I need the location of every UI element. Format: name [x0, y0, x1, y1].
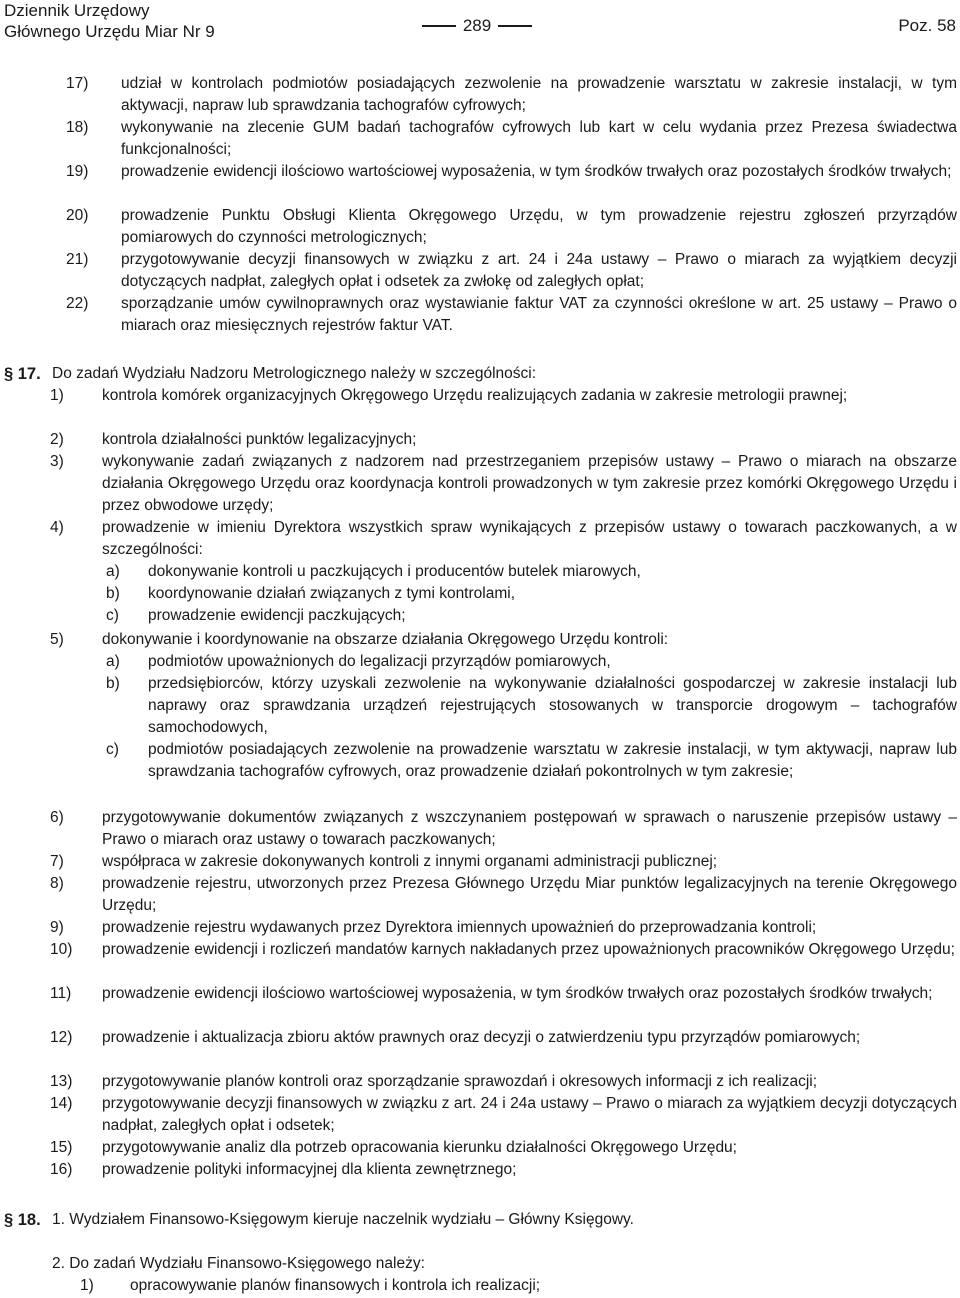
list-item-number: b): [106, 585, 120, 602]
list-item-number: b): [106, 675, 120, 692]
list-item-number: 22): [66, 295, 89, 312]
list-item-text: przedsiębiorców, którzy uzyskali zezwolenie na wykonywanie działalności gospodarczej w zakresie instalacji lub naprawy oraz sprawdzania urządzeń rejestrujących stosowanych w transporcie drogowym – tachografów samochodowych,: [148, 675, 957, 736]
list-item-number: 1): [50, 387, 64, 404]
list-item-text: przygotowywanie dokumentów związanych z wszczynaniem postępowań w sprawach o naruszenie przepisów ustawy – Prawo o miarach oraz ustawy o towarach paczkowanych;: [102, 809, 957, 848]
section-18-para-2: 2. Do zadań Wydziału Finansowo-Księgowego należy:: [52, 1255, 425, 1272]
list-item-number: 19): [66, 163, 89, 180]
list-item-text: przygotowywanie planów kontroli oraz sporządzanie sprawozdań i okresowych informacji z ich realizacji;: [102, 1073, 818, 1090]
list-item-text: prowadzenie w imieniu Dyrektora wszystkich spraw wynikających z przepisów ustawy o towarach paczkowanych, a w szczególności:: [102, 519, 957, 558]
journal-title-line1: Dziennik Urzędowy: [4, 1, 150, 20]
list-item-number: 11): [50, 985, 72, 1002]
list-item-number: a): [106, 653, 120, 670]
list-item-text: koordynowanie działań związanych z tymi kontrolami,: [148, 585, 515, 602]
list-item-number: 12): [50, 1029, 73, 1046]
list-item-text: wykonywanie zadań związanych z nadzorem nad przestrzeganiem przepisów ustawy – Prawo o miarach na obszarze działania Okręgowego Urzędu oraz koordynacja kontroli prowadzonych w tym zakresie przez komórki Okręgowego Urzędu i przez obwodowe urzędy;: [102, 453, 957, 514]
list-item-text: przygotowywanie decyzji finansowych w związku z art. 24 i 24a ustawy – Prawo o miarach za wyjątkiem decyzji dotyczących nadpłat, zaległych opłat i odsetek za zwłokę od zaległych opłat;: [121, 251, 957, 290]
list-item-number: 4): [50, 519, 64, 536]
list-item-text: prowadzenie i aktualizacja zbioru aktów prawnych oraz decyzji o zatwierdzeniu typu przyrządów pomiarowych;: [102, 1029, 861, 1046]
list-item-text: wykonywanie na zlecenie GUM badań tachografów cyfrowych lub kart w celu wydania przez Prezesa świadectwa funkcjonalności;: [121, 119, 957, 158]
list-item-text: opracowywanie planów finansowych i kontrola ich realizacji;: [130, 1277, 541, 1294]
list-item-number: c): [106, 607, 119, 624]
list-item-text: podmiotów posiadających zezwolenie na prowadzenie warsztatu w zakresie instalacji, w tym aktywacji, napraw lub sprawdzania tachografów cyfrowych, oraz prowadzenie działań pokontrolnych w tym zakresie;: [148, 741, 957, 780]
section-18-para-1: 1. Wydziałem Finansowo-Księgowym kieruje naczelnik wydziału – Główny Księgowy.: [52, 1211, 634, 1228]
list-item-number: 14): [50, 1095, 73, 1112]
list-item-number: a): [106, 563, 120, 580]
list-item-text: kontrola komórek organizacyjnych Okręgowego Urzędu realizujących zadania w zakresie metrologii prawnej;: [102, 387, 848, 404]
list-item-text: prowadzenie ewidencji i rozliczeń mandatów karnych nakładanych przez upoważnionych pracowników Okręgowego Urzędu;: [102, 941, 955, 958]
list-item-text: dokonywanie i koordynowanie na obszarze działania Okręgowego Urzędu kontroli:: [102, 631, 669, 648]
list-item-number: 21): [66, 251, 89, 268]
list-item-text: dokonywanie kontroli u paczkujących i producentów butelek miarowych,: [148, 563, 641, 580]
list-item-number: 5): [50, 631, 64, 648]
list-item-number: 15): [50, 1139, 73, 1156]
list-item-text: podmiotów upoważnionych do legalizacji przyrządów pomiarowych,: [148, 653, 611, 670]
list-item-text: przygotowywanie analiz dla potrzeb opracowania kierunku działalności Okręgowego Urzędu;: [102, 1139, 737, 1156]
list-item-text: kontrola działalności punktów legalizacyjnych;: [102, 431, 417, 448]
list-item-text: przygotowywanie decyzji finansowych w związku z art. 24 i 24a ustawy – Prawo o miarach za wyjątkiem decyzji dotyczących nadpłat, zaległych opłat i odsetek;: [102, 1095, 957, 1134]
dash-right: [498, 25, 532, 27]
list-item-text: prowadzenie rejestru, utworzonych przez Prezesa Głównego Urzędu Miar punktów legalizacyjnych na terenie Okręgowego Urzędu;: [102, 875, 957, 914]
page-number-block: [422, 14, 532, 38]
list-item-text: udział w kontrolach podmiotów posiadających zezwolenie na prowadzenie warsztatu w zakresie instalacji, w tym aktywacji, napraw lub sprawdzania tachografów cyfrowych;: [121, 75, 957, 114]
list-item-text: prowadzenie polityki informacyjnej dla klienta zewnętrznego;: [102, 1161, 517, 1178]
list-item-number: 2): [50, 431, 64, 448]
list-item-number: 6): [50, 809, 64, 826]
page-number: 289: [462, 16, 492, 35]
list-item-number: 13): [50, 1073, 73, 1090]
list-item-number: 20): [66, 207, 89, 224]
list-item-number: 3): [50, 453, 64, 470]
list-item-text: prowadzenie ewidencji ilościowo wartościowej wyposażenia, w tym środków trwałych oraz pozostałych środków trwałych;: [121, 163, 952, 180]
list-item-number: c): [106, 741, 119, 758]
page-header: [0, 0, 960, 44]
section-17-intro: Do zadań Wydziału Nadzoru Metrologicznego należy w szczególności:: [52, 365, 537, 382]
section-18-number: § 18.: [4, 1211, 41, 1229]
list-item-number: 18): [66, 119, 89, 136]
journal-title: [4, 0, 215, 42]
list-item-text: współpraca w zakresie dokonywanych kontroli z innymi organami administracji publicznej;: [102, 853, 718, 870]
list-item-text: sporządzanie umów cywilnoprawnych oraz wystawianie faktur VAT za czynności określone w art. 25 ustawy – Prawo o miarach oraz miesięcznych rejestrów faktur VAT.: [121, 295, 957, 334]
section-17-number: § 17.: [4, 365, 41, 383]
list-item-text: prowadzenie Punktu Obsługi Klienta Okręgowego Urzędu, w tym prowadzenie rejestru zgłoszeń przyrządów pomiarowych do czynności metrologicznych;: [121, 207, 957, 246]
list-item-number: 8): [50, 875, 64, 892]
list-item-number: 16): [50, 1161, 73, 1178]
journal-title-line2: Głównego Urzędu Miar Nr 9: [4, 22, 215, 41]
list-item-number: 17): [66, 75, 89, 92]
list-item-number: 9): [50, 919, 64, 936]
list-item-number: 1): [80, 1277, 94, 1294]
list-item-text: prowadzenie ewidencji ilościowo wartościowej wyposażenia, w tym środków trwałych oraz pozostałych środków trwałych;: [102, 985, 933, 1002]
list-item-number: 7): [50, 853, 64, 870]
list-item-number: 10): [50, 941, 73, 958]
list-item-text: prowadzenie ewidencji paczkujących;: [148, 607, 406, 624]
list-item-text: prowadzenie rejestru wydawanych przez Dyrektora imiennych upoważnień do przeprowadzania kontroli;: [102, 919, 817, 936]
position-number: Poz. 58: [898, 16, 956, 35]
